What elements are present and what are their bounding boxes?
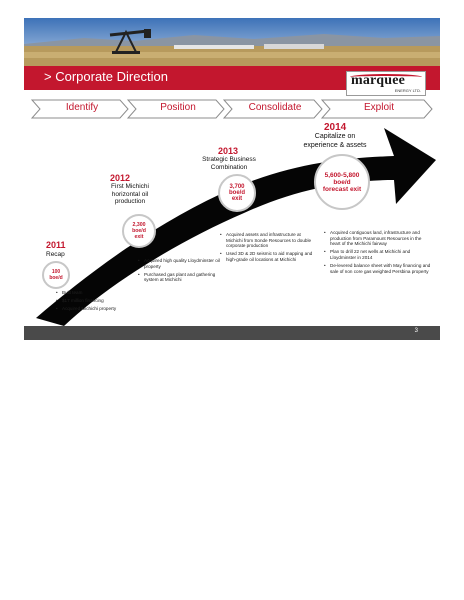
bullet-2014-3: • De-levered balance sheet with May financing and sale of non core gas weighted Persbina property — [324, 263, 432, 274]
year-2013: 2013 — [218, 146, 239, 156]
bullet-2011-1: • Built team — [56, 290, 134, 296]
bullets-2012 — [138, 258, 230, 285]
milestone-2011-circle — [42, 261, 70, 289]
bullets-2013 — [220, 232, 318, 265]
logo-name: marquee — [351, 73, 406, 88]
bullets-2011 — [56, 290, 134, 314]
phase-label-consolidate: Consolidate — [248, 102, 302, 113]
phase-label-position: Position — [160, 102, 196, 113]
year-2012-description: First Michichi horizontal oil production — [111, 183, 149, 205]
milestone-2012-circle — [122, 214, 156, 248]
year-2011: 2011 — [46, 240, 66, 250]
milestone-2012-production: 2,300 boe/d exit — [132, 222, 146, 240]
slide-footer — [24, 326, 440, 340]
phase-label-exploit: Exploit — [363, 102, 394, 113]
bullet-2011-3: • Acquired Michichi property — [56, 306, 134, 312]
bullets-2014 — [324, 230, 432, 277]
bullet-2013-2: • Used 3D & 2D seismic to aid mapping and high-grade oil locations at Michichi — [220, 251, 318, 262]
bullet-2014-2: • Plan to drill 22 net wells at Michichi and Lloydminster in 2014 — [324, 249, 432, 260]
year-2014-description: Capitalize on experience & assets — [303, 133, 367, 149]
milestone-2014-circle — [314, 154, 370, 210]
year-2012: 2012 — [110, 173, 131, 183]
slide — [24, 18, 440, 340]
logo-subtitle: ENERGY LTD. — [394, 88, 421, 93]
company-logo — [346, 71, 426, 96]
bullet-2012-2: • Purchased gas plant and gathering system at Michichi — [138, 272, 230, 283]
milestone-2014-production: 5,600-5,800 boe/d forecast exit — [322, 171, 362, 193]
milestone-2013-production: 3,700 boe/d exit — [229, 184, 245, 202]
milestone-2013-circle — [218, 174, 256, 212]
phase-label-identify: Identify — [65, 102, 99, 113]
bullet-2013-1: • Acquired assets and infrastructure at Michichi from Sonde Resources to double corporate production — [220, 232, 318, 249]
bullet-2014-1: • Acquired contiguous land, infrastructure and production from Paramount Resources in the heart of the Michichi fairway — [324, 230, 432, 247]
bullet-2012-1: • Acquired high quality Lloydminster oil property — [138, 258, 230, 269]
year-2011-description: Recap — [46, 251, 65, 258]
year-2014: 2014 — [324, 122, 347, 133]
header-oilfield-photo — [24, 18, 440, 66]
bullet-2011-2: • $17 million financing — [56, 298, 134, 304]
year-2013-description: Strategic Business Combination — [202, 156, 256, 171]
page-number: 3 — [414, 328, 418, 334]
milestone-2011-production: 100 boe/d — [49, 269, 63, 281]
slide-title: > Corporate Direction — [44, 69, 168, 84]
